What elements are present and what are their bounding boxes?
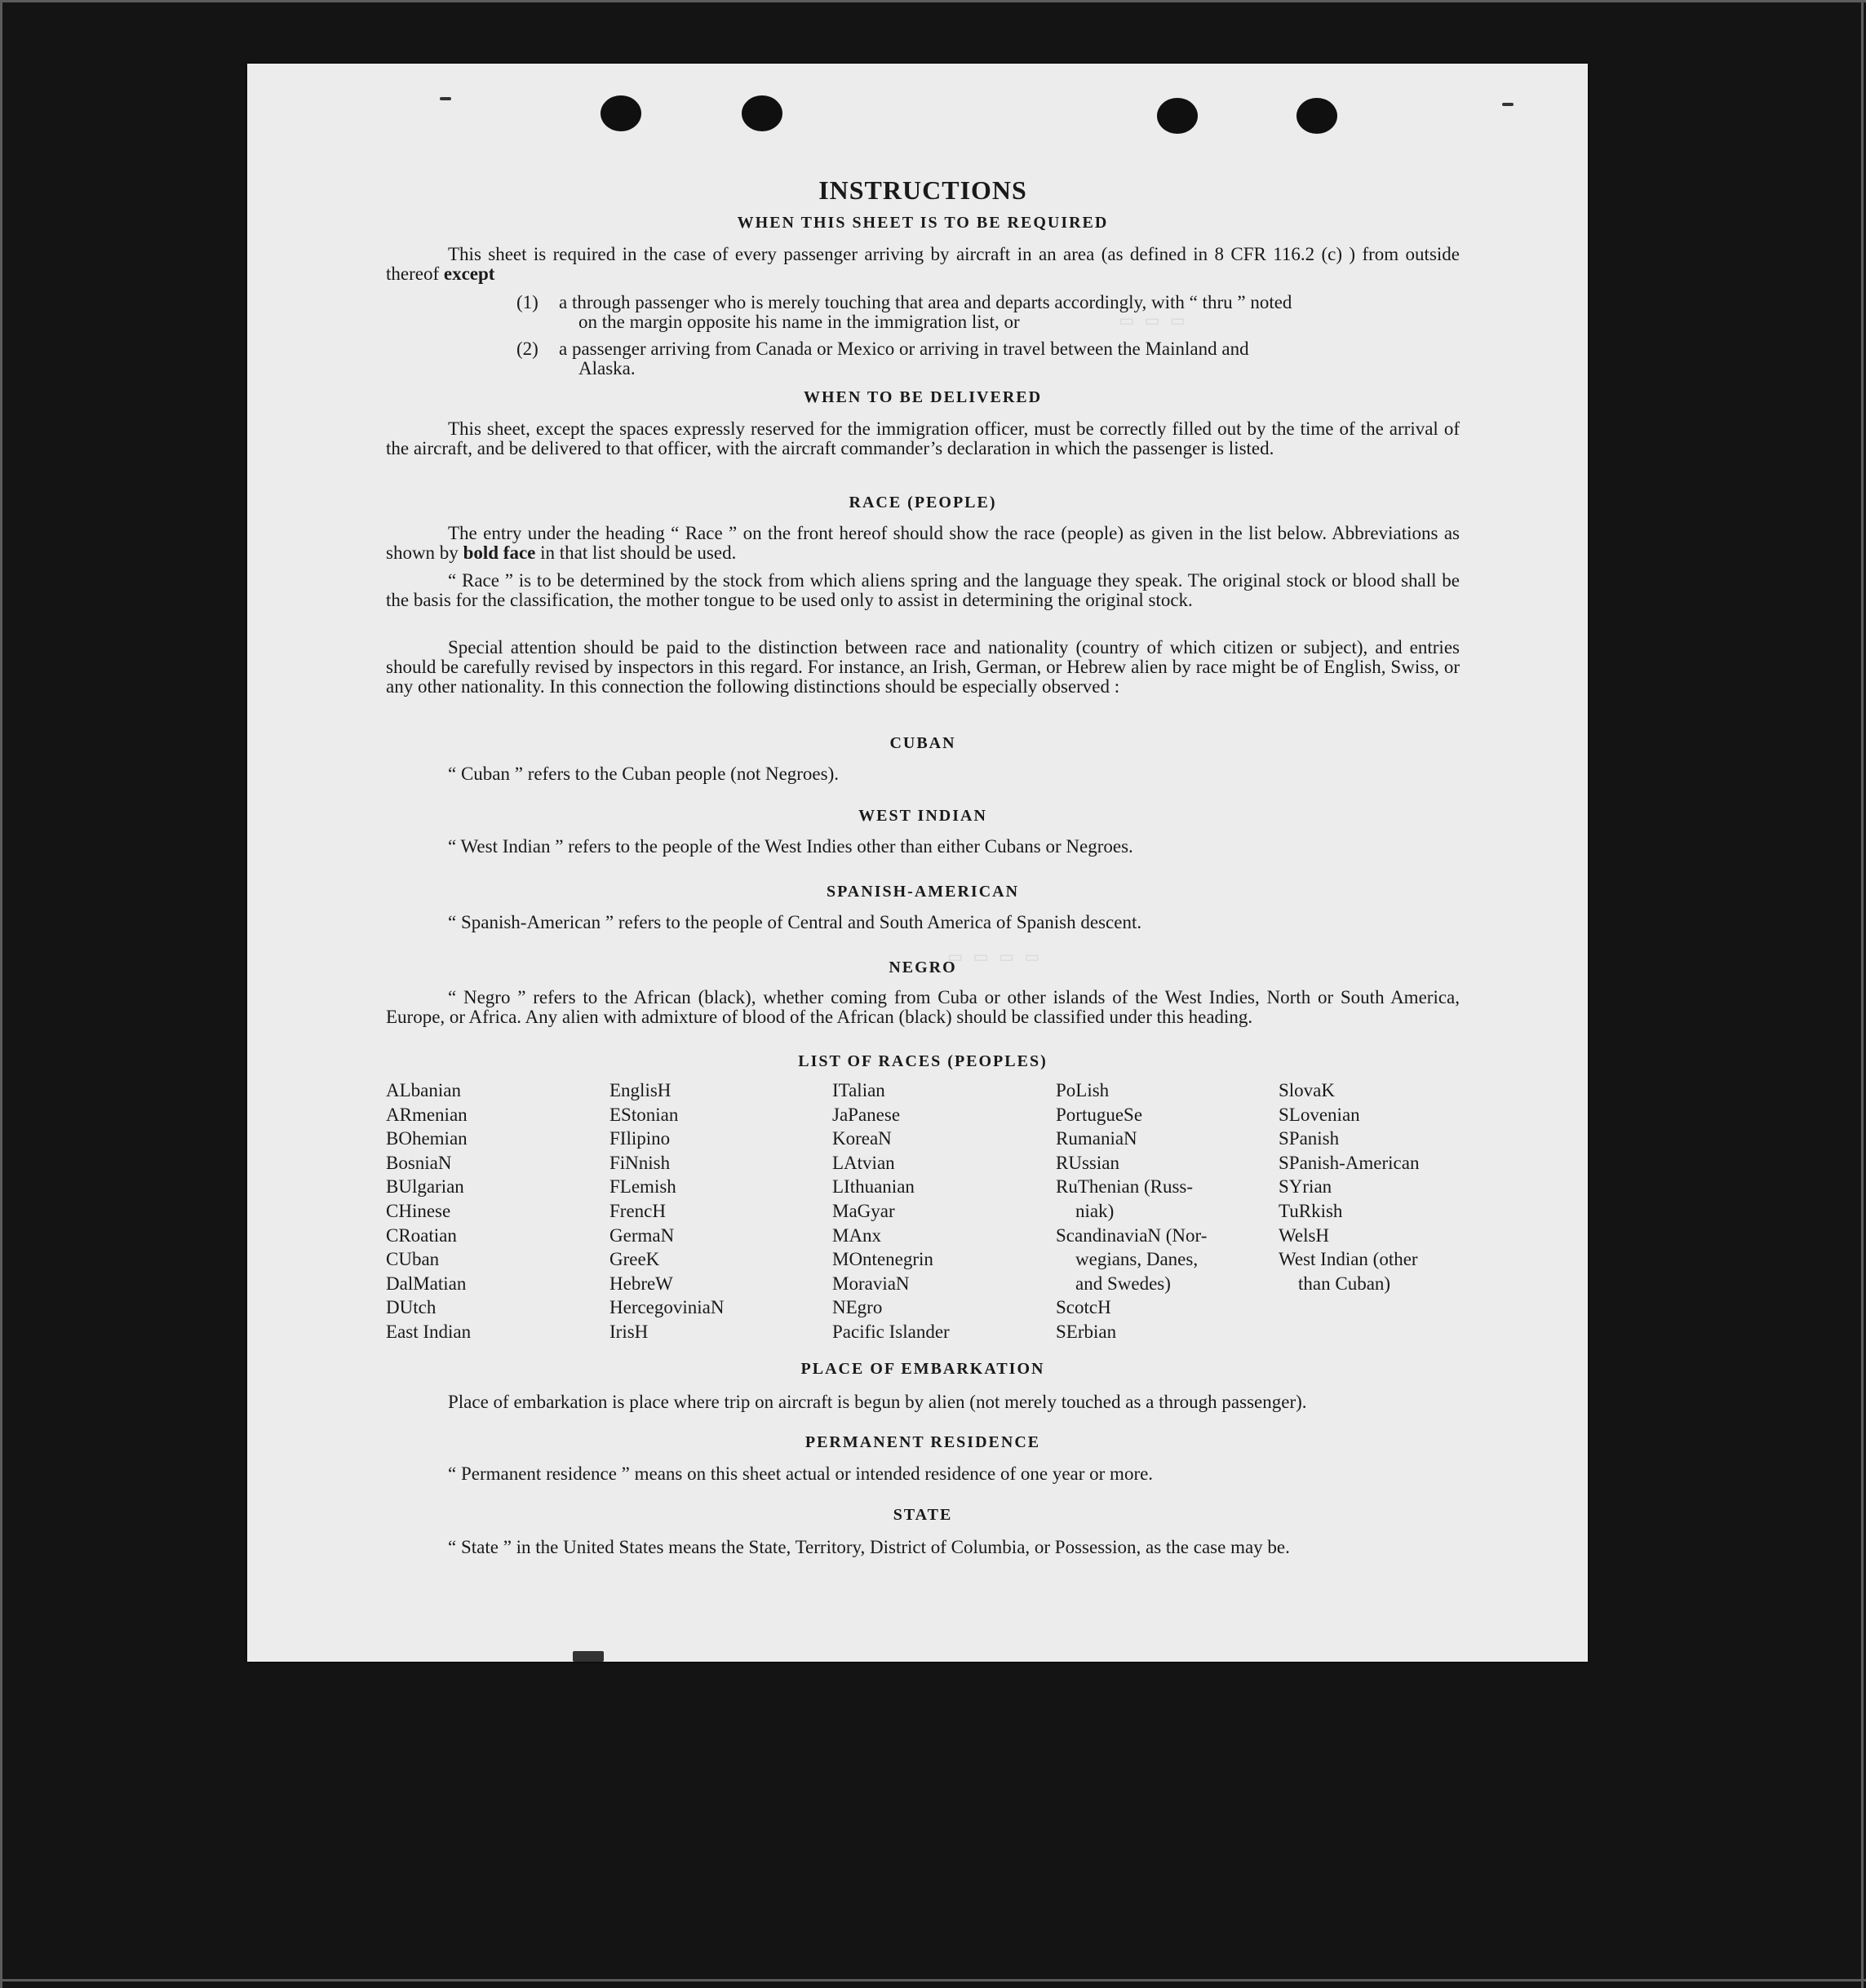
speck: [440, 97, 451, 100]
frame-line-top: [0, 0, 1866, 2]
race-paragraph-2: “ Race ” is to be determined by the stock from which aliens spring and the language they speak. The original stock or blood shall be the basis for the classification, the mother tongue to be used only to assist in determining the original stock.: [386, 570, 1460, 610]
race-list-item: RUssian: [1056, 1152, 1119, 1173]
frame-line-right: [1861, 0, 1864, 1988]
punch-hole: [1296, 98, 1337, 134]
race-list-item: CRoatian: [386, 1224, 457, 1246]
race-list-item: HebreW: [609, 1273, 673, 1294]
section-heading-delivered: WHEN TO BE DELIVERED: [803, 388, 1043, 406]
section-heading-spanish-american: SPANISH-AMERICAN: [826, 883, 1020, 901]
race-list-item: FIlipino: [609, 1128, 671, 1149]
section-heading-state: STATE: [893, 1506, 953, 1524]
race-list-item: ScandinaviaN (Nor-: [1056, 1224, 1208, 1246]
race-list-item: RumaniaN: [1056, 1128, 1137, 1149]
cuban-definition: “ Cuban ” refers to the Cuban people (not Negroes).: [448, 764, 840, 784]
race-column-3: [832, 1078, 1044, 1344]
race-list-item: HercegoviniaN: [609, 1297, 725, 1318]
race-list-item: SlovaK: [1279, 1080, 1335, 1100]
section-heading-west-indian: WEST INDIAN: [858, 807, 987, 825]
race-column-1: [386, 1078, 598, 1344]
punch-hole: [1157, 98, 1198, 134]
race-list-item: EnglisH: [609, 1080, 671, 1100]
section-heading-required: WHEN THIS SHEET IS TO BE REQUIRED: [737, 214, 1109, 232]
race-list-item: SLovenian: [1279, 1104, 1360, 1125]
exception-item-1: (1) a through passenger who is merely touching that area and departs accordingly, with “ thru ” noted on the margin opposite his name in the immigration list, or: [516, 292, 1292, 332]
race-column-2: [609, 1078, 822, 1344]
frame-line-left: [0, 0, 2, 1988]
race-list-item: NEgro: [832, 1297, 883, 1318]
faint-stamp-mark: ▭ ▭ ▭ ▭: [949, 945, 1039, 969]
west-indian-definition: “ West Indian ” refers to the people of the West Indies other than either Cubans or Negroes.: [448, 836, 1133, 857]
state-text: “ State ” in the United States means the State, Territory, District of Columbia, or Possession, as the case may be.: [448, 1537, 1290, 1557]
race-list-item: CHinese: [386, 1200, 451, 1221]
race-list-item: SPanish: [1279, 1128, 1340, 1149]
race-list-item: FrencH: [609, 1200, 666, 1221]
race-column-5: [1279, 1078, 1460, 1295]
negro-definition: “ Negro ” refers to the African (black), whether coming from Cuba or other islands of the West Indies, North or South America, Europe, or Africa. Any alien with admixture of blood of the African (black) should be classified under this heading.: [386, 987, 1460, 1027]
speck: [573, 1651, 604, 1662]
section-heading-negro: NEGRO: [889, 959, 957, 976]
race-list-item: MaGyar: [832, 1200, 895, 1221]
race-list-item: KoreaN: [832, 1128, 892, 1149]
race-list-item: CUban: [386, 1249, 440, 1270]
race-list-item: WelsH: [1279, 1224, 1330, 1246]
spanish-american-definition: “ Spanish-American ” refers to the people of Central and South America of Spanish descent.: [448, 912, 1142, 932]
punch-hole: [601, 95, 641, 131]
page-title: INSTRUCTIONS: [818, 175, 1027, 205]
race-list-item: East Indian: [386, 1321, 472, 1342]
embarkation-text: Place of embarkation is place where trip on aircraft is begun by alien (not merely touched as a through passenger).: [448, 1392, 1307, 1412]
section-heading-cuban: CUBAN: [889, 734, 956, 752]
race-list-item: West Indian (other: [1279, 1249, 1418, 1270]
faint-stamp-mark: ▭ ▭ ▭: [1120, 308, 1185, 333]
race-list-item-continued: wegians, Danes,: [1075, 1249, 1199, 1270]
section-heading-race-list: LIST OF RACES (PEOPLES): [798, 1052, 1048, 1070]
race-list-item: ScotcH: [1056, 1297, 1111, 1318]
race-list-item: JaPanese: [832, 1104, 901, 1125]
race-list-item: PoLish: [1056, 1080, 1110, 1100]
race-list-item: TuRkish: [1279, 1200, 1343, 1221]
race-list-item: FLemish: [609, 1176, 676, 1198]
race-list-item: BUlgarian: [386, 1176, 464, 1198]
race-list-item-continued: than Cuban): [1298, 1273, 1391, 1294]
race-list-item: FiNnish: [609, 1152, 671, 1173]
race-list-item: GreeK: [609, 1249, 660, 1270]
race-list-item-continued: and Swedes): [1075, 1273, 1171, 1294]
race-list-item: MAnx: [832, 1224, 882, 1246]
race-list-item: Pacific Islander: [832, 1321, 950, 1342]
document-sheet: [247, 64, 1588, 1662]
race-list-item: MoraviaN: [832, 1273, 910, 1294]
race-list-item: ALbanian: [386, 1080, 461, 1100]
required-intro: This sheet is required in the case of every passenger arriving by aircraft in an area (as defined in 8 CFR 116.2 (c) ) from outside thereof except: [386, 244, 1460, 284]
race-list-item: LIthuanian: [832, 1176, 915, 1198]
race-list-item: GermaN: [609, 1224, 675, 1246]
race-list-item: SErbian: [1056, 1321, 1117, 1342]
race-column-4: [1056, 1078, 1250, 1344]
race-list-item: ITalian: [832, 1080, 885, 1100]
race-list-item: RuThenian (Russ-: [1056, 1176, 1194, 1198]
section-heading-race: RACE (PEOPLE): [849, 494, 997, 511]
race-list-item: DalMatian: [386, 1273, 467, 1294]
exception-item-2: (2) a passenger arriving from Canada or Mexico or arriving in travel between the Mainland and Alaska.: [516, 339, 1249, 379]
race-list-item: MOntenegrin: [832, 1249, 933, 1270]
race-list-item: SPanish-American: [1279, 1152, 1420, 1173]
race-list-item: DUtch: [386, 1297, 437, 1318]
race-list-item: IrisH: [609, 1321, 649, 1342]
race-list-item-continued: niak): [1075, 1200, 1115, 1221]
race-list-item: ARmenian: [386, 1104, 468, 1125]
residence-text: “ Permanent residence ” means on this sheet actual or intended residence of one year or more.: [448, 1463, 1154, 1484]
race-list-item: PortugueSe: [1056, 1104, 1143, 1125]
race-list-item: BosniaN: [386, 1152, 452, 1173]
race-list-item: SYrian: [1279, 1176, 1332, 1198]
race-list-item: EStonian: [609, 1104, 679, 1125]
frame-line-bottom: [0, 1979, 1866, 1981]
speck: [1502, 103, 1514, 106]
section-heading-residence: PERMANENT RESIDENCE: [804, 1433, 1041, 1451]
section-heading-embarkation: PLACE OF EMBARKATION: [800, 1360, 1045, 1378]
delivered-text: This sheet, except the spaces expressly reserved for the immigration officer, must be correctly filled out by the time of the arrival of the aircraft, and be delivered to that officer, with the aircraft commander’s declaration in which the passenger is listed.: [386, 418, 1460, 458]
race-list-item: LAtvian: [832, 1152, 895, 1173]
race-paragraph-1: The entry under the heading “ Race ” on the front hereof should show the race (people) as given in the list below. Abbreviations as shown by bold face in that list should be used.: [386, 523, 1460, 563]
race-paragraph-3: Special attention should be paid to the distinction between race and nationality (country of which citizen or subject), and entries should be carefully revised by inspectors in this regard. For instance, an Irish, German, or Hebrew alien by race might be of English, Swiss, or any other nationality. In this connection the following distinctions should be especially observed :: [386, 637, 1460, 697]
punch-hole: [742, 95, 782, 131]
race-list-item: BOhemian: [386, 1128, 468, 1149]
